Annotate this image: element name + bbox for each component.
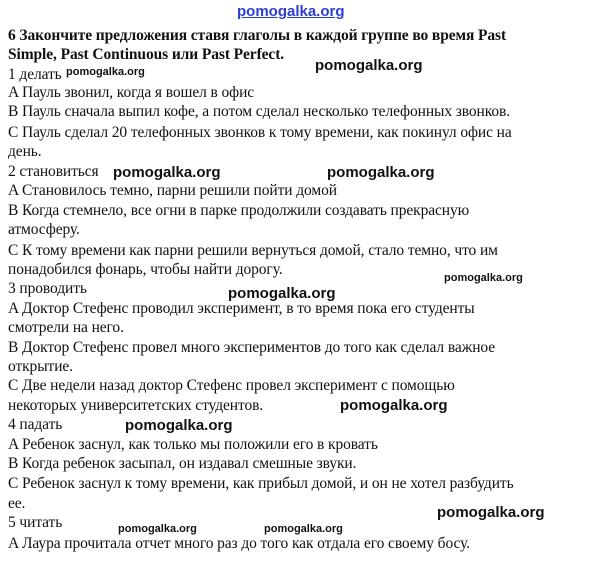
group-3-sentence-a: A Доктор Стефенс проводил эксперимент, в то время пока его студенты: [8, 300, 475, 317]
group-5-heading: 5 читать: [8, 514, 63, 531]
watermark-1: pomogalka.org: [66, 66, 145, 78]
group-4-heading: 4 падать: [8, 416, 63, 433]
group-4-sentence-c-cont: ее.: [8, 495, 26, 512]
group-3-sentence-a-cont: смотрели на него.: [8, 319, 124, 336]
group-3-sentence-b: B Доктор Стефенс провел много экспериментов до того как сделал важное: [8, 339, 496, 356]
group-2-heading: 2 становиться: [8, 163, 99, 180]
watermark-9: pomogalka.org: [437, 504, 545, 521]
watermark-11: pomogalka.org: [264, 523, 343, 535]
group-1-sentence-c-cont: день.: [8, 143, 42, 160]
exercise-title-line-1: 6 Закончите предложения ставя глаголы в каждой группе во время Past: [8, 27, 507, 44]
watermark-8: pomogalka.org: [125, 417, 233, 434]
group-3-sentence-c: C Две недели назад доктор Стефенс провел эксперимент с помощью: [8, 377, 455, 394]
exercise-title-line-2: Simple, Past Continuous или Past Perfect.: [8, 46, 285, 63]
watermark-7: pomogalka.org: [340, 397, 448, 414]
group-2-sentence-c: C К тому времени как парни решили вернуться домой, стало темно, что им: [8, 242, 498, 259]
group-4-sentence-b: B Когда ребенок засыпал, он издавал смешные звуки.: [8, 455, 357, 472]
watermark-6: pomogalka.org: [228, 285, 336, 302]
watermark-3: pomogalka.org: [113, 164, 221, 181]
watermark-10: pomogalka.org: [118, 523, 197, 535]
group-1-heading: 1 делать: [8, 66, 62, 83]
group-3-heading: 3 проводить: [8, 280, 87, 297]
group-2-sentence-a: A Становилось темно, парни решили пойти домой: [8, 182, 337, 199]
group-4-sentence-c: C Ребенок заснул к тому времени, как прибыл домой, и он не хотел разбудить: [8, 475, 514, 492]
group-5-sentence-a: A Лаура прочитала отчет много раз до того как отдала его своему босу.: [8, 535, 470, 552]
group-1-sentence-c: C Пауль сделал 20 телефонных звонков к тому времени, как покинул офис на: [8, 124, 512, 141]
group-3-sentence-c-cont: некоторых университетских студентов.: [8, 397, 264, 414]
watermark-5: pomogalka.org: [444, 272, 523, 284]
watermark-2: pomogalka.org: [315, 57, 423, 74]
group-4-sentence-a: A Ребенок заснул, как только мы положили его в кровать: [8, 436, 378, 453]
group-3-sentence-b-cont: открытие.: [8, 358, 73, 375]
group-1-sentence-b: B Пауль сначала выпил кофе, а потом сделал несколько телефонных звонков.: [8, 103, 511, 120]
group-2-sentence-c-cont: понадобился фонарь, чтобы найти дорогу.: [8, 261, 283, 278]
group-2-sentence-b: B Когда стемнело, все огни в парке продолжили создавать прекрасную: [8, 202, 470, 219]
watermark-top-link[interactable]: pomogalka.org: [237, 3, 345, 20]
group-1-sentence-a: A Пауль звонил, когда я вошел в офис: [8, 84, 255, 101]
group-2-sentence-b-cont: атмосферу.: [8, 221, 80, 238]
watermark-4: pomogalka.org: [327, 164, 435, 181]
